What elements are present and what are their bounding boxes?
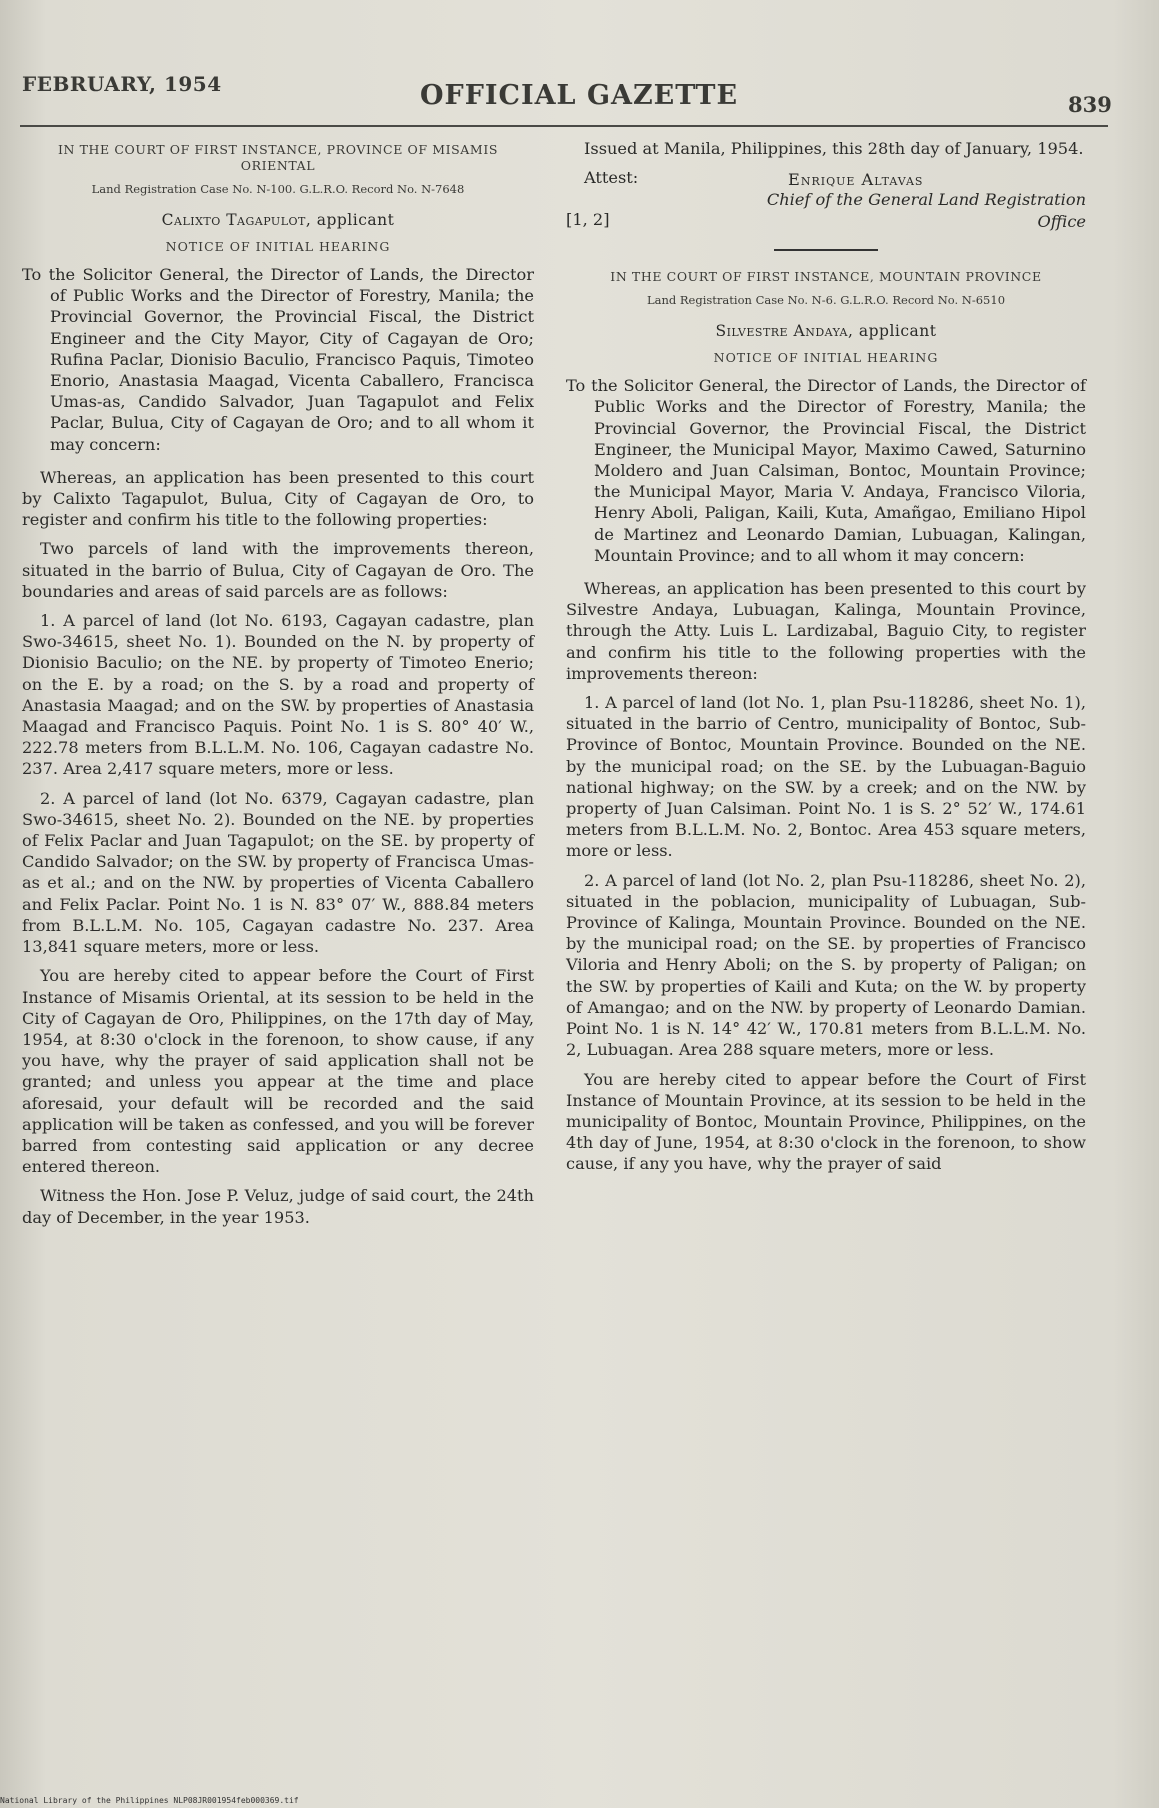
paragraph: Whereas, an application has been presented to this court by Silvestre Andaya, Lubuagan, Kalinga, Mountain Province, through the Atty. Luis L. Lardizabal, Baguio City, to register and confirm his title to the following properties with the improvements thereon: (566, 579, 1086, 683)
attestation-block (566, 167, 1086, 235)
paragraph: 2. A parcel of land (lot No. 6379, Cagayan cadastre, plan Swo-34615, sheet No. 2). Bounded on the NE. by properties of Felix Paclar and Juan Tagapulot; on the SE. by property of Candido Salvador; on the SW. by property of Francisca Umas-as et al.; and on the NW. by properties of Vicenta Caballero and Felix Paclar. Point No. 1 is N. 83° 07′ W., 888.84 meters from B.L.L.M. No. 105, Cagayan cadastre No. 237. Area 13,841 square meters, more or less. (22, 788, 534, 957)
notice-heading: NOTICE OF INITIAL HEARING (165, 239, 391, 254)
applicant-line (566, 322, 1086, 340)
paragraph: Witness the Hon. Jose P. Veluz, judge of said court, the 24th day of December, in the year 1953. (22, 1186, 534, 1227)
paragraph: Two parcels of land with the improvements thereon, situated in the barrio of Bulua, City of Cagayan de Oro. The boundaries and areas of said parcels are as follows: (22, 539, 534, 601)
scan-footer: National Library of the Philippines NLP08JR001954feb000369.tif (0, 1796, 299, 1805)
paragraph: You are hereby cited to appear before the Court of First Instance of Misamis Oriental, at its session to be held in the City of Cagayan de Oro, Philippines, on the 17th day of May, 1954, at 8:30 o'clock in the forenoon, to show cause, if any you have, why the prayer of said application shall not be granted; and unless you appear at the time and place aforesaid, your default will be recorded and the said application will be taken as confessed, and you will be forever barred from contesting said application or any decree entered thereon. (22, 966, 534, 1177)
paragraph: You are hereby cited to appear before the Court of First Instance of Mountain Province, at its session to be held in the municipality of Bontoc, Mountain Province, Philippines, on the 4th day of June, 1954, at 8:30 o'clock in the forenoon, to show cause, if any you have, why the prayer of said (566, 1069, 1086, 1174)
left-column (22, 138, 534, 1236)
case-number: Land Registration Case No. N-6. G.L.R.O. Record No. N-6510 (646, 293, 1006, 308)
notice-heading: NOTICE OF INITIAL HEARING (713, 350, 939, 366)
applicant-line (22, 211, 534, 229)
header-rule (20, 125, 1108, 127)
addressees: To the Solicitor General, the Director of Lands, the Director of Public Works and the Director of Forestry, Manila; the Provincial Governor, the Provincial Fiscal, the District Engineer and the City Mayor, City of Cagayan de Oro; Rufina Paclar, Dionisio Baculio, Francisco Paquis, Timoteo Enorio, Anastasia Maagad, Vicenta Caballero, Francisca Umas-as, Candido Salvador, Juan Tagapulot and Felix Paclar, Bulua, City of Cagayan de Oro; and to all whom it may concern: (22, 265, 534, 454)
issued-line: Issued at Manila, Philippines, this 28th day of January, 1954. (584, 139, 1084, 158)
right-column (566, 138, 1086, 1183)
page-number: 839 (1068, 92, 1112, 117)
signer-name: Enrique Altavas (788, 170, 924, 190)
applicant-name: Silvestre Andaya (715, 322, 849, 341)
paragraph: 2. A parcel of land (lot No. 2, plan Psu-118286, sheet No. 2), situated in the poblacion, municipality of Lubuagan, Sub-Province of Kalinga, Mountain Province. Bounded on the NE. by the municipal road; on the SE. by properties of Francisco Viloria and Henry Aboli; on the S. by property of Paligan; on the SW. by properties of Kaili and Kuta; on the W. by property of Amangao; and on the NW. by property of Leonardo Damian. Point No. 1 is N. 14° 42′ W., 170.81 meters from B.L.L.M. No. 2, Lubuagan. Area 288 square meters, more or less. (566, 870, 1086, 1060)
section-divider (774, 249, 878, 251)
issue-date: FEBRUARY, 1954 (22, 72, 222, 96)
addressees: To the Solicitor General, the Director of Lands, the Director of Public Works and the Director of Forestry, Manila; the Provincial Governor, the Provincial Fiscal, the District Engineer, the Municipal Mayor, Maximo Cawed, Saturnino Moldero and Juan Calsiman, Bontoc, Mountain Province; the Municipal Mayor, Maria V. Andaya, Francisco Viloria, Henry Aboli, Paligan, Kaili, Kuta, Amañgao, Emiliano Hipol de Martinez and Leonardo Damian, Lubuagan, Kalingan, Mountain Province; and to all whom it may concern: (566, 376, 1086, 565)
applicant-name: Calixto Tagapulot (161, 211, 306, 229)
applicant-suffix: , applicant (305, 211, 395, 229)
attest-label: Attest: (584, 168, 639, 188)
paragraph: Whereas, an application has been presented to this court by Calixto Tagapulot, Bulua, City of Cagayan de Oro, to register and confirm his title to the following properties: (22, 467, 534, 530)
court-heading: IN THE COURT OF FIRST INSTANCE, PROVINCE OF MISAMIS ORIENTAL (57, 142, 499, 173)
signer-title: Chief of the General Land Registration Office (766, 190, 1086, 232)
case-number: Land Registration Case No. N-100. G.L.R.O. Record No. N-7648 (91, 182, 465, 196)
applicant-suffix: , applicant (848, 322, 937, 341)
publication-title: OFFICIAL GAZETTE (420, 80, 739, 111)
reference-number: [1, 2] (566, 210, 610, 230)
paragraph: 1. A parcel of land (lot No. 6193, Cagayan cadastre, plan Swo-34615, sheet No. 1). Bounded on the N. by property of Dionisio Baculio; on the NE. by property of Timoteo Enerio; on the E. by a road; on the S. by a road and property of Anastasia Maagad; and on the SW. by properties of Anastasia Maagad and Francisco Paquis. Point No. 1 is S. 80° 40′ W., 222.78 meters from B.L.L.M. No. 106, Cagayan cadastre No. 237. Area 2,417 square meters, more or less. (22, 611, 534, 779)
paragraph: 1. A parcel of land (lot No. 1, plan Psu-118286, sheet No. 1), situated in the barrio of Centro, municipality of Bontoc, Sub-Province of Bontoc, Mountain Province. Bounded on the NE. by the municipal road; on the SE. by the Lubuagan-Baguio national highway; on the SW. by a creek; and on the NW. by property of Juan Calsiman. Point No. 1 is S. 2° 52′ W., 174.61 meters from B.L.L.M. No. 2, Bontoc. Area 453 square meters, more or less. (566, 693, 1086, 861)
court-heading: IN THE COURT OF FIRST INSTANCE, MOUNTAIN PROVINCE (610, 269, 1042, 285)
